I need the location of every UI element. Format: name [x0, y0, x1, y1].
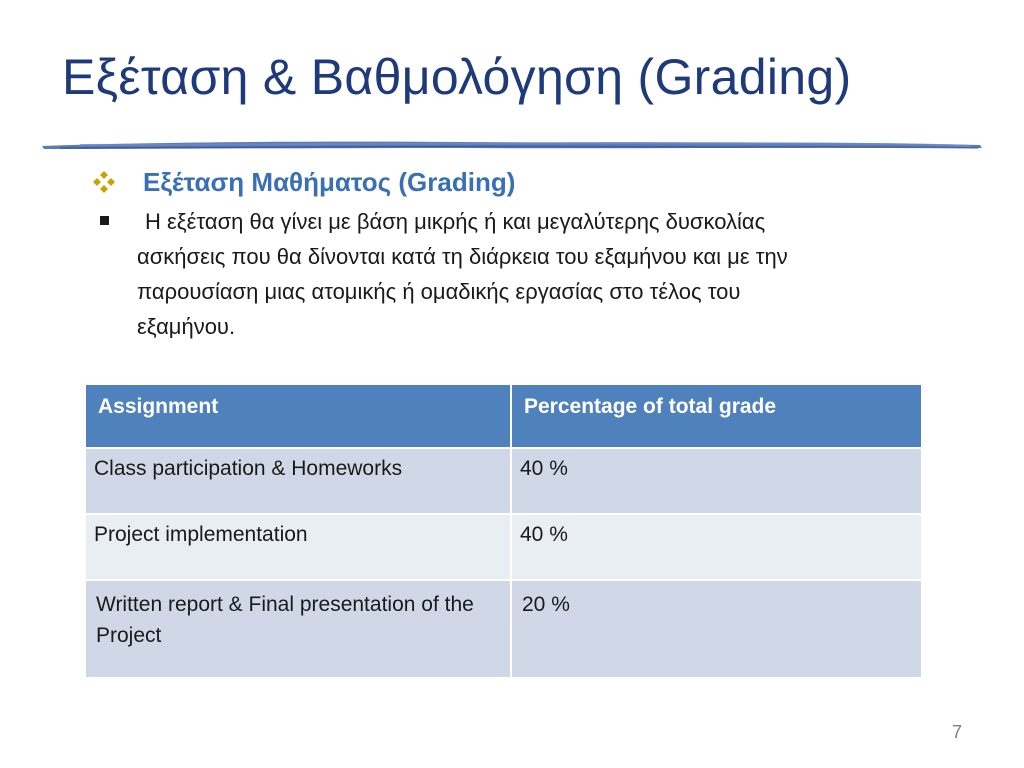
section-heading: Εξέταση Μαθήματος (Grading) — [143, 167, 516, 197]
diamond-quad-bullet-icon — [92, 170, 116, 194]
table-header-row — [85, 384, 922, 448]
body-line: ασκήσεις που θα δίνονται κατά τη διάρκεια του εξαμήνου και με την — [137, 244, 788, 269]
table-row — [85, 448, 922, 514]
assignment-cell: Project implementation — [85, 514, 511, 580]
body-line: Η εξέταση θα γίνει με βάση μικρής ή και μεγαλύτερης δυσκολίας — [145, 209, 766, 234]
body-paragraph — [137, 204, 957, 344]
assignment-cell: Class participation & Homeworks — [85, 448, 511, 514]
column-header-percentage: Percentage of total grade — [511, 384, 922, 448]
title-underline-brush — [40, 136, 984, 154]
percentage-cell: 40 % — [511, 514, 922, 580]
slide-title: Εξέταση & Βαθμολόγηση (Grading) — [62, 49, 852, 105]
body-line: παρουσίαση μιας ατομικής ή ομαδικής εργασίας στο τέλος του — [137, 279, 741, 304]
grading-table — [84, 383, 923, 679]
square-bullet-icon — [100, 216, 109, 225]
assignment-cell: Written report & Final presentation of the Project — [85, 580, 511, 678]
table-row — [85, 580, 922, 678]
percentage-cell: 40 % — [511, 448, 922, 514]
table-row — [85, 514, 922, 580]
column-header-assignment: Assignment — [85, 384, 511, 448]
percentage-cell: 20 % — [511, 580, 922, 678]
body-line: εξαμήνου. — [137, 314, 236, 339]
page-number: 7 — [951, 722, 962, 742]
